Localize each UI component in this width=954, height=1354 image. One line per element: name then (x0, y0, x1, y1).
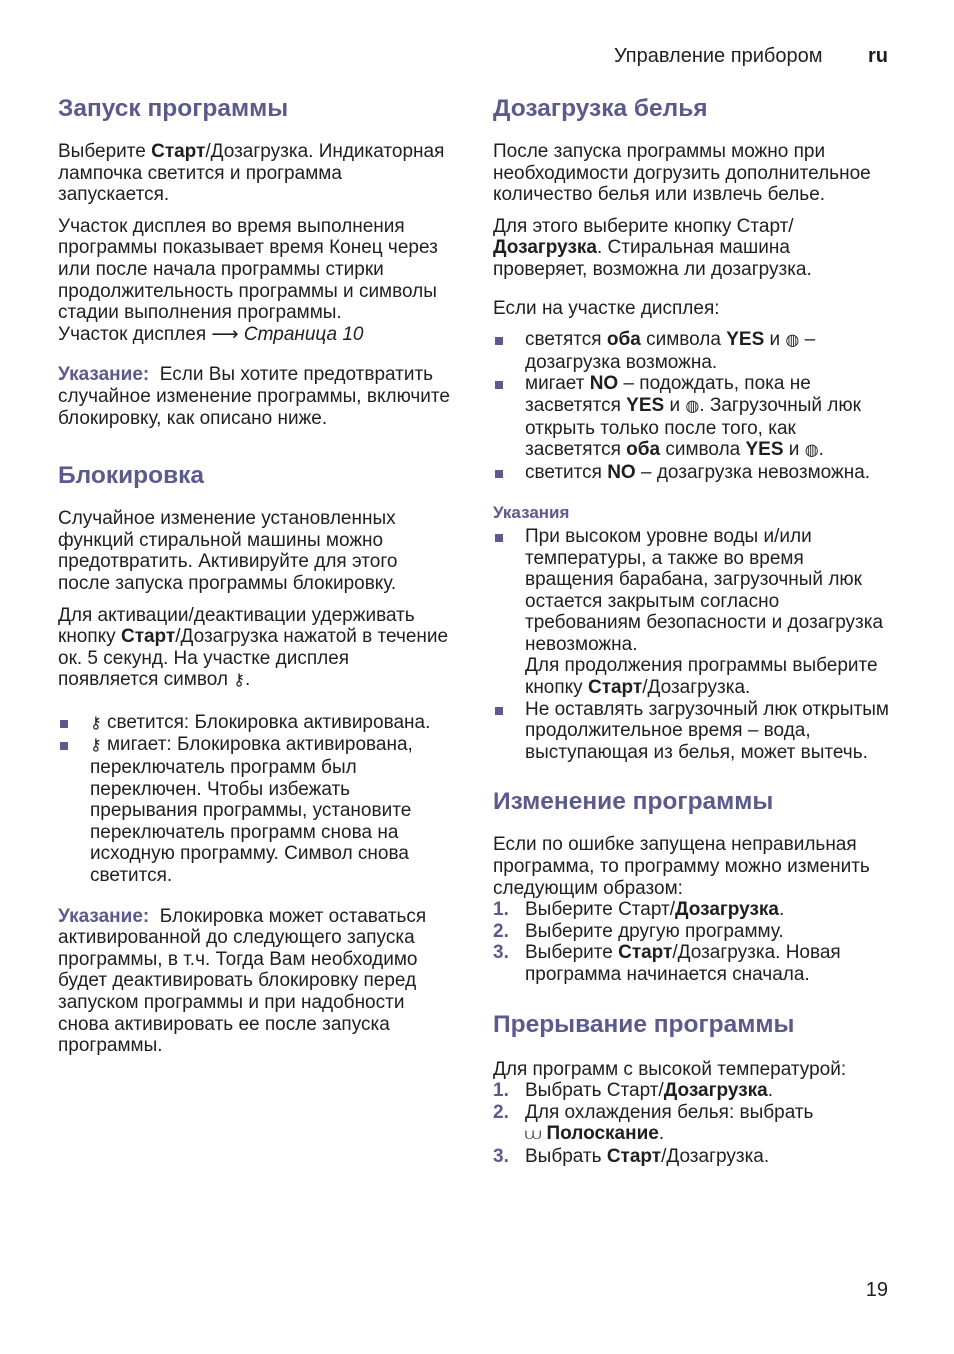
lock-heading: Блокировка (58, 462, 205, 490)
lock-p1: Случайное изменение установленных функций стиральной машины можно предотвратить. Активируйте для этого после запуска программы блокировку. (58, 508, 398, 594)
list-item: светятся оба символа YES и ◍ – дозагрузка возможна. (493, 329, 889, 373)
header-section-title: Управление прибором (614, 45, 823, 67)
interrupt-program-heading: Прерывание программы (493, 1010, 795, 1038)
reload-p1: После запуска программы можно при необходимости догрузить дополнительное количество белья или извлечь белье. (493, 141, 871, 206)
list-item: При высоком уровне воды и/или температуры, а также во время вращения барабана, загрузочный люк остается закрытым согласно требованиям безопасности и дозагрузка невозможна. Для продолжения программы выберите кнопку Старт/Дозагрузка. (493, 526, 889, 699)
change-program-p1: Если по ошибке запущена неправильная программа, то программу можно изменить следующим образом: (493, 834, 870, 899)
change-program-steps (493, 899, 889, 985)
lock-p2: Для активации/деактивации удерживать кнопку Старт/Дозагрузка нажатой в течение ок. 5 секунд. На участке дисплея появляется символ ⚷. (58, 604, 449, 691)
header-language-code: ru (868, 45, 888, 67)
step-item: 2. Для охлаждения белья: выбрать ⩊ Полоскание. (493, 1101, 814, 1145)
interrupt-program-p1: Для программ с высокой температурой: (493, 1058, 847, 1080)
reload-p3: Если на участке дисплея: (493, 297, 720, 319)
start-program-note: Указание: Если Вы хотите предотвратить случайное изменение программы, включите блокировку, как описано ниже. (58, 364, 450, 429)
key-lock-icon: ⚷ (233, 672, 245, 690)
note-label: Указание: (58, 905, 150, 927)
list-item: ⚷ мигает: Блокировка активирована, переключатель программ был переключен. Чтобы избежать прерывания программы, установите переключатель программ снова на исходную программу. Символ снова светится. (58, 734, 454, 886)
right-column (493, 94, 889, 1168)
door-icon: ◍ (785, 332, 800, 350)
step-item: 1. Выбрать Старт/Дозагрузка. (493, 1080, 773, 1102)
key-lock-icon: ⚷ (90, 714, 102, 732)
step-item: 1. Выберите Старт/Дозагрузка. (493, 899, 785, 921)
reload-notes-list (493, 526, 889, 764)
start-program-heading: Запуск программы (58, 95, 289, 122)
lock-status-list (58, 712, 454, 887)
step-item: 3. Выбрать Старт/Дозагрузка. (493, 1145, 770, 1167)
reload-p2: Для этого выберите кнопку Старт/Дозагрузка. Стиральная машина проверяет, возможна ли дозагрузка. (493, 215, 812, 280)
left-column (58, 94, 454, 1057)
start-program-p2: Участок дисплея во время выполнения программы показывает время Конец через или после начала программы стирки продолжительность программы и символы стадии выполнения программы. Участок дисплея ⟶ Страница 10 (58, 215, 438, 345)
note-label: Указание: (58, 364, 150, 386)
list-item: светится NO – дозагрузка невозможна. (493, 462, 889, 484)
list-item: мигает NO – подождать, пока не засветятся YES и ◍. Загрузочный люк открыть только после того, как засветятся оба символа YES и ◍. (493, 373, 889, 461)
rinse-icon: ⩊ (525, 1126, 542, 1144)
reload-status-list (493, 329, 889, 483)
page-reference-link[interactable]: Страница 10 (238, 323, 364, 345)
reload-heading: Дозагрузка белья (493, 95, 708, 122)
start-program-p1: Выберите Старт/Дозагрузка. Индикаторная лампочка светится и программа запускается. (58, 141, 445, 206)
change-program-heading: Изменение программы (493, 788, 774, 816)
list-item: Не оставлять загрузочный люк открытым продолжительное время – вода, выступающая из белья, может вытечь. (493, 699, 889, 764)
list-item: ⚷ светится: Блокировка активирована. (58, 712, 454, 735)
door-icon: ◍ (685, 397, 700, 415)
arrow-right-icon: ⟶ (211, 323, 239, 345)
door-icon: ◍ (804, 442, 819, 460)
interrupt-program-steps (493, 1080, 889, 1167)
step-item: 2. Выберите другую программу. (493, 920, 784, 942)
notes-heading: Указания (493, 503, 570, 523)
page-header (614, 46, 888, 68)
lock-note: Указание: Блокировка может оставаться активированной до следующего запуска программы, в т.ч. Тогда Вам необходимо будет деактивировать блокировку перед запуском программы и при надобности снова активировать ее после запуска программы. (58, 905, 427, 1057)
key-lock-icon: ⚷ (90, 737, 102, 755)
step-item: 3. Выберите Старт/Дозагрузка. Новая программа начинается сначала. (493, 942, 841, 985)
page-number: 19 (865, 1279, 888, 1301)
